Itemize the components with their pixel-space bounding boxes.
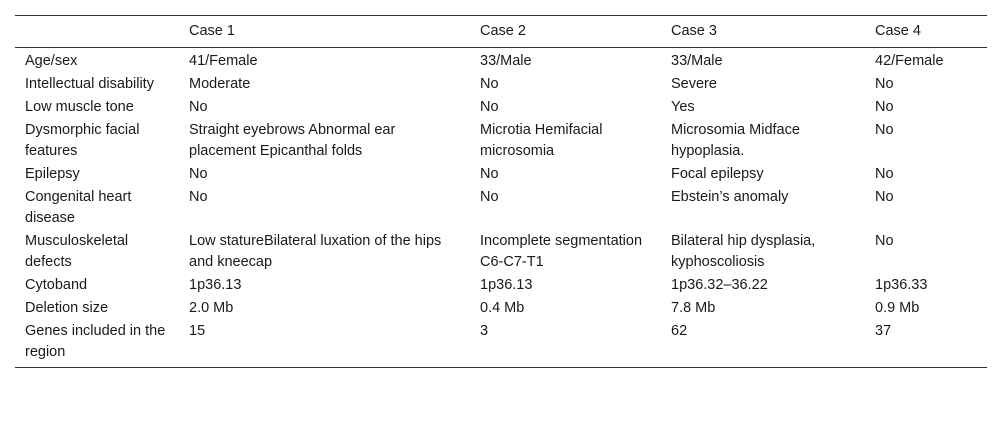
table-cell: 62 [671, 323, 688, 339]
table-cell: 1p36.13 [189, 277, 242, 293]
header-cell-empty [15, 16, 179, 48]
clinical-features-table [15, 15, 987, 368]
row-label-cell: Low muscle tone [25, 99, 134, 115]
header-cell-case-1: Case 1 [189, 23, 235, 39]
table-cell: Straight eyebrows Abnormal ear placement Epicanthal folds [189, 122, 396, 159]
table-row [15, 96, 987, 119]
table-row [15, 73, 987, 96]
table-body [15, 48, 987, 368]
table-cell: Incomplete segmentation C6-C7-T1 [480, 233, 643, 270]
table-header [15, 16, 987, 48]
table-cell: Ebstein’s anomaly [671, 189, 789, 205]
table-cell: No [875, 166, 894, 182]
table-row [15, 119, 987, 163]
table-cell: No [480, 189, 499, 205]
table-cell: Low statureBilateral luxation of the hips and kneecap [189, 233, 442, 270]
row-label-cell: Dysmorphic facial features [25, 122, 140, 159]
table-cell: Yes [671, 99, 695, 115]
table-cell: 2.0 Mb [189, 300, 234, 316]
table-cell: No [875, 99, 894, 115]
row-label-cell: Genes included in the region [25, 323, 166, 360]
table-row [15, 48, 987, 74]
table-cell: 33/Male [480, 53, 532, 69]
table-cell: 42/Female [875, 53, 944, 69]
table-cell: No [875, 233, 894, 249]
table-cell: No [875, 76, 894, 92]
table-row [15, 320, 987, 368]
table-row [15, 163, 987, 186]
row-label-cell: Congenital heart disease [25, 189, 132, 226]
header-cell-case-3: Case 3 [671, 23, 717, 39]
header-cell-case-2: Case 2 [480, 23, 526, 39]
row-label-cell: Epilepsy [25, 166, 80, 182]
table-cell: 33/Male [671, 53, 723, 69]
row-label-cell: Deletion size [25, 300, 109, 316]
row-label-cell: Musculoskeletal defects [25, 233, 129, 270]
table-cell: Microsomia Midface hypoplasia. [671, 122, 800, 159]
table-cell: Focal epilepsy [671, 166, 764, 182]
row-label-cell: Intellectual disability [25, 76, 154, 92]
table-row [15, 230, 987, 274]
table-cell: No [480, 99, 499, 115]
header-row [15, 16, 987, 48]
table-cell: 15 [189, 323, 206, 339]
table-cell: Moderate [189, 76, 251, 92]
table-row [15, 186, 987, 230]
table-cell: No [189, 99, 208, 115]
table-cell: Bilateral hip dysplasia, kyphoscoliosis [671, 233, 816, 270]
table-cell: No [480, 166, 499, 182]
table-cell: No [189, 189, 208, 205]
table-row [15, 297, 987, 320]
table-cell: 3 [480, 323, 489, 339]
table-cell: No [189, 166, 208, 182]
table-cell: No [875, 189, 894, 205]
table-cell: 0.9 Mb [875, 300, 920, 316]
table-cell: 7.8 Mb [671, 300, 716, 316]
table-cell: No [875, 122, 894, 138]
clinical-features-table-container [15, 15, 987, 368]
header-cell-case-4: Case 4 [875, 23, 921, 39]
table-cell: 41/Female [189, 53, 258, 69]
table-cell: 37 [875, 323, 892, 339]
table-cell: Severe [671, 76, 717, 92]
row-label-cell: Cytoband [25, 277, 88, 293]
table-cell: Microtia Hemifacial microsomia [480, 122, 603, 159]
table-cell: 1p36.32–36.22 [671, 277, 768, 293]
table-cell: 1p36.33 [875, 277, 928, 293]
table-cell: No [480, 76, 499, 92]
table-row [15, 274, 987, 297]
table-cell: 0.4 Mb [480, 300, 525, 316]
table-cell: 1p36.13 [480, 277, 533, 293]
row-label-cell: Age/sex [25, 53, 78, 69]
